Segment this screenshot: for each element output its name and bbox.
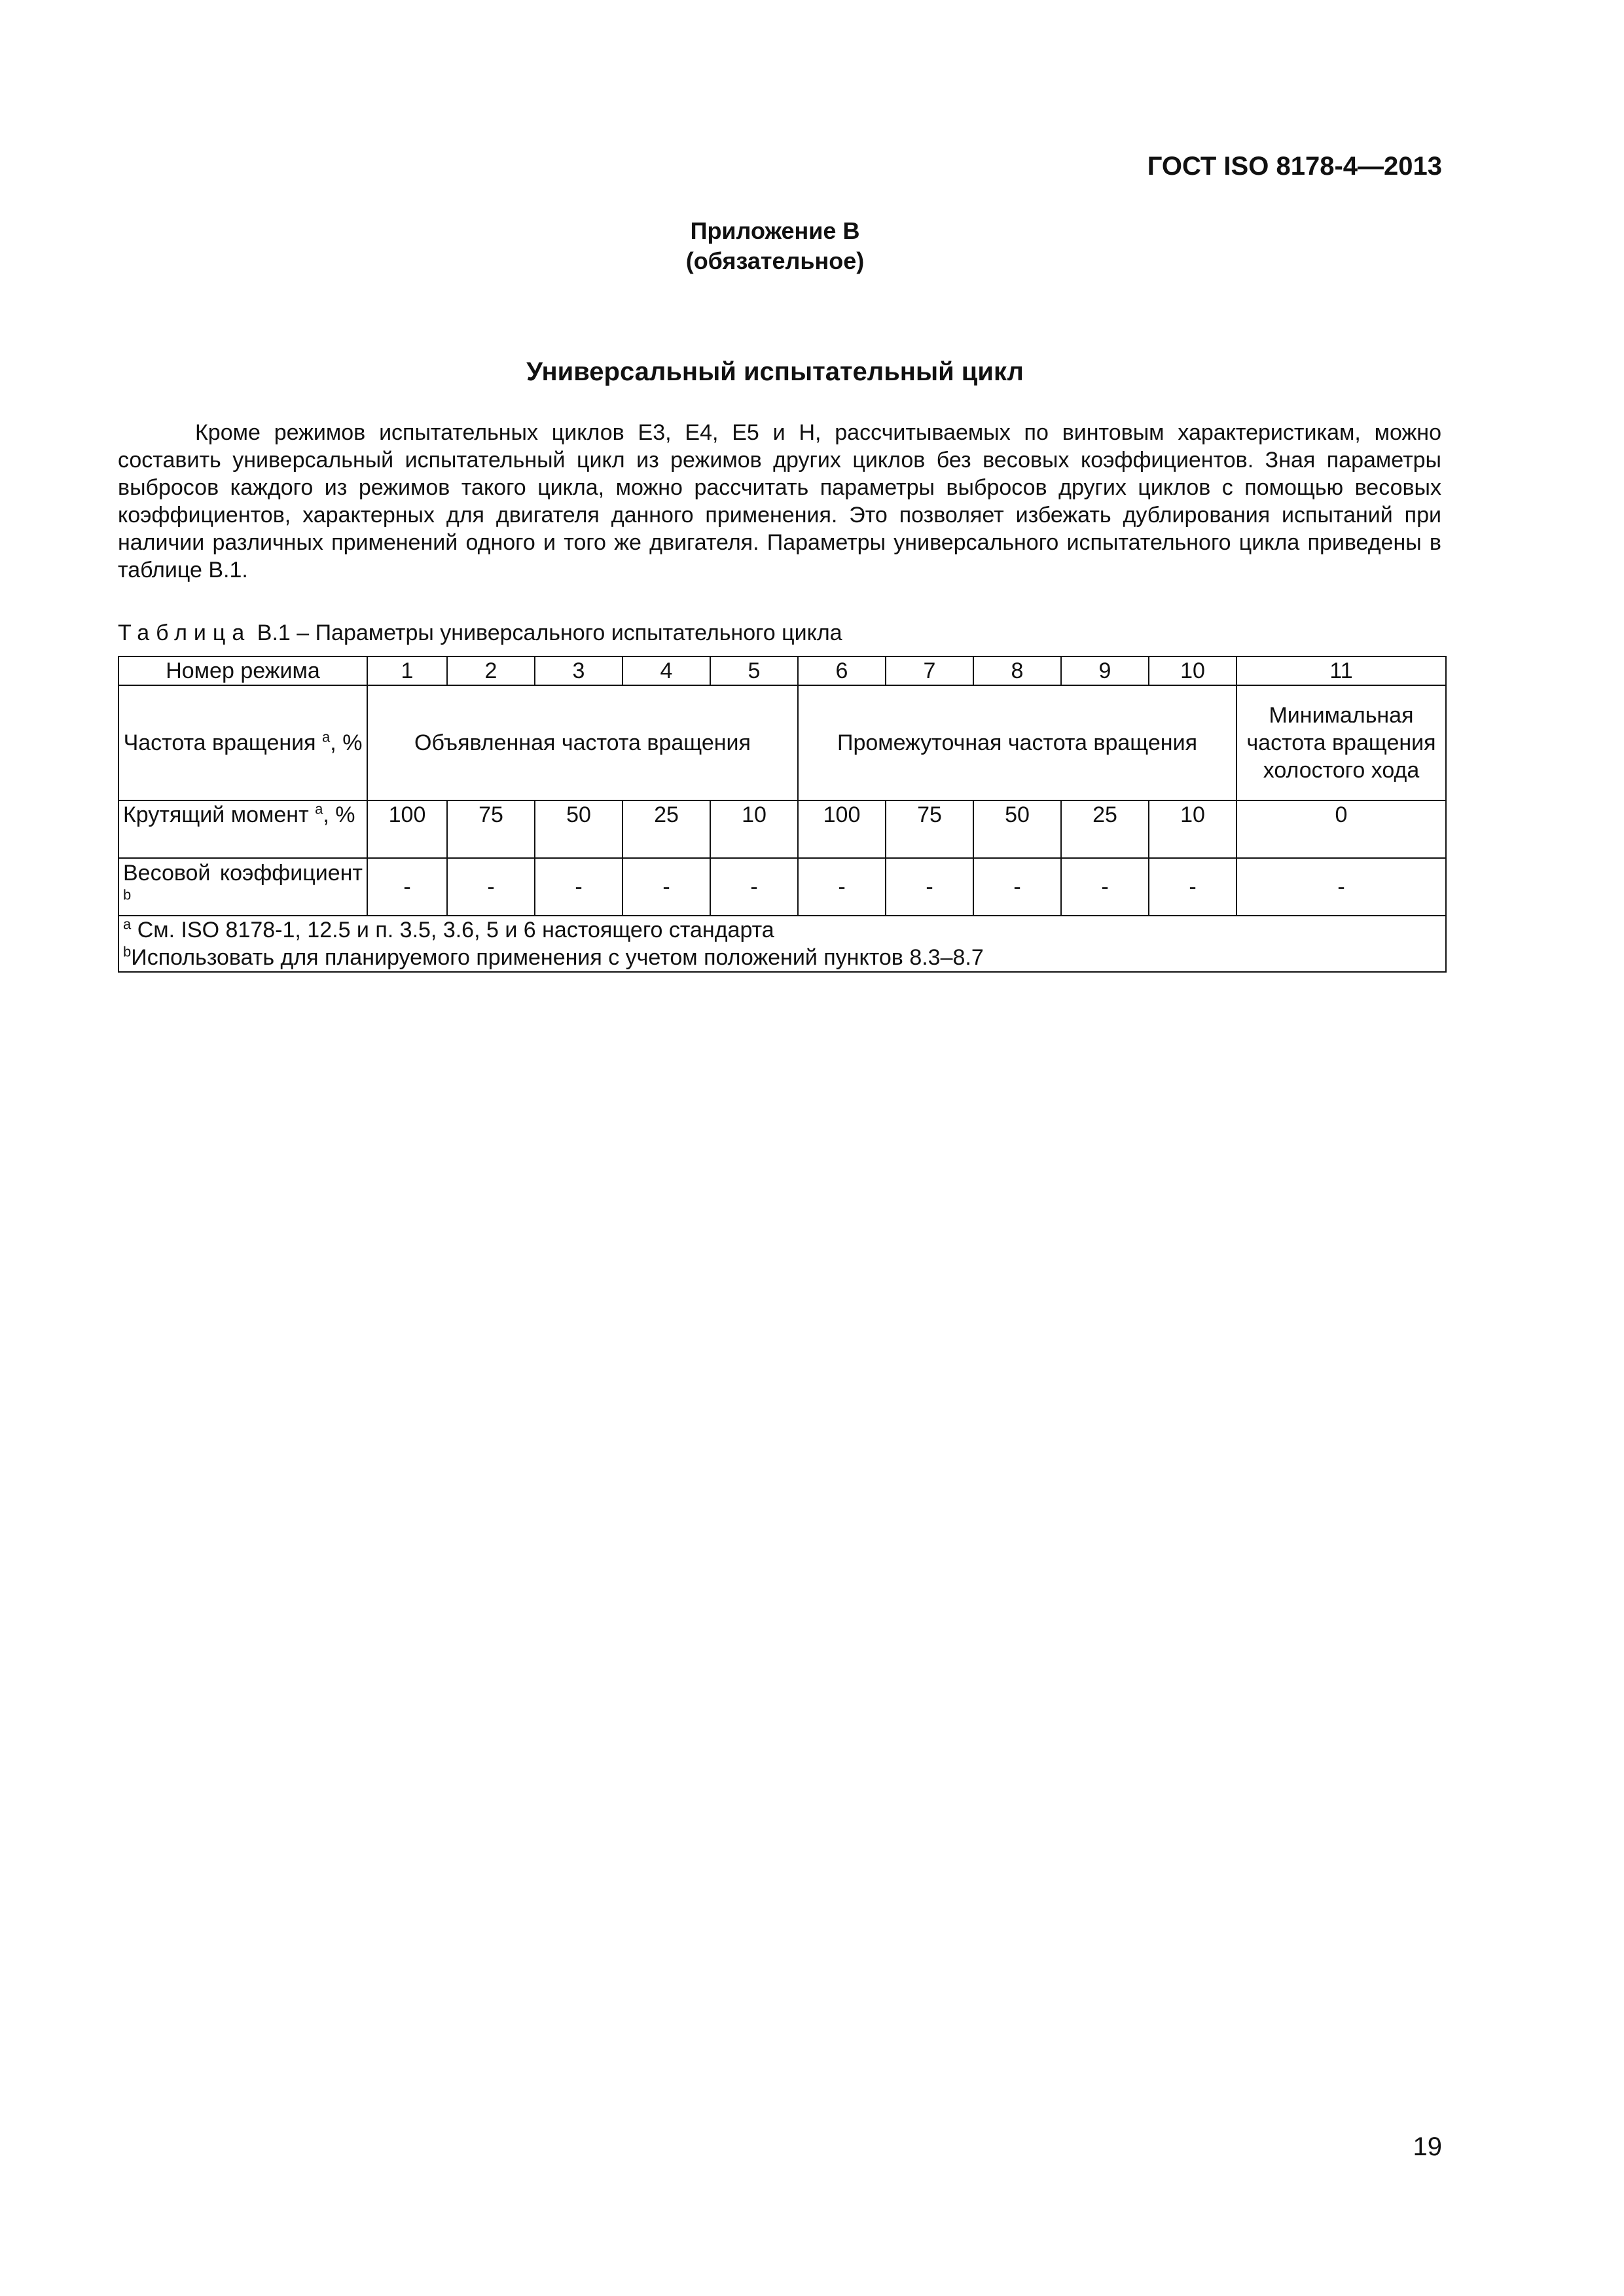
notes-row xyxy=(118,916,1446,972)
body-paragraph: Кроме режимов испытательных циклов Е3, Е4, Е5 и Н, рассчитываемых по винтовым характеристикам, можно составить универсальный испытательный цикл из режимов других циклов без весовых коэффициентов. Зная параметры выбросов каждого из режимов такого цикла, можно рассчитать параметры выбросов других циклов с помощью весовых коэффициентов, характерных для двигателя данного применения. Это позволяет избежать дублирования испытаний при наличии различных применений одного и того же двигателя. Параметры универсального испытательного цикла приведены в таблице В.1. xyxy=(118,420,1441,583)
table-caption-label: Таблица xyxy=(118,620,251,645)
mode-number-cell: 3 xyxy=(535,656,623,685)
torque-value-cell: 25 xyxy=(623,800,710,858)
weight-value-cell: - xyxy=(973,858,1061,916)
speed-label-cell xyxy=(118,685,367,800)
mode-number-cell: 9 xyxy=(1061,656,1149,685)
weight-value-cell: - xyxy=(535,858,623,916)
mode-number-cell: 4 xyxy=(623,656,710,685)
footnote-a-mark: a xyxy=(315,800,323,817)
mode-number-cell: 8 xyxy=(973,656,1061,685)
mode-number-cell: 5 xyxy=(710,656,798,685)
torque-value-cell: 75 xyxy=(886,800,973,858)
footnote-a-text: См. ISO 8178-1, 12.5 и п. 3.5, 3.6, 5 и 6 настоящего стандарта xyxy=(137,918,774,942)
standard-id: ГОСТ ISO 8178-4—2013 xyxy=(1147,152,1442,181)
intermediate-speed-cell: Промежуточная частота вращения xyxy=(798,685,1236,800)
torque-value-cell: 100 xyxy=(367,800,447,858)
mode-number-cell: 6 xyxy=(798,656,886,685)
annex-title: Приложение В xyxy=(690,217,860,244)
footnote-b xyxy=(123,944,1441,971)
idle-speed-cell: Минимальная частота вращения холостого хода xyxy=(1236,685,1446,800)
weight-value-cell: - xyxy=(367,858,447,916)
torque-value-cell: 100 xyxy=(798,800,886,858)
weight-label-cell xyxy=(118,858,367,916)
footnote-a-marker: a xyxy=(123,916,132,933)
section-title: Универсальный испытательный цикл xyxy=(526,357,1024,386)
rated-speed-cell: Объявленная частота вращения xyxy=(367,685,798,800)
speed-row xyxy=(118,685,1446,800)
mode-number-cell: 7 xyxy=(886,656,973,685)
weight-value-cell: - xyxy=(1149,858,1236,916)
weight-value-cell: - xyxy=(623,858,710,916)
torque-value-cell: 75 xyxy=(447,800,535,858)
torque-value-cell: 50 xyxy=(535,800,623,858)
footnote-a xyxy=(123,916,1441,944)
torque-value-cell: 0 xyxy=(1236,800,1446,858)
table-header-row xyxy=(118,656,1446,685)
footnote-b-marker: b xyxy=(123,943,132,960)
footnote-a-mark: a xyxy=(322,728,331,745)
mode-header-cell: Номер режима xyxy=(118,656,367,685)
weight-value-cell: - xyxy=(1061,858,1149,916)
weight-value-cell: - xyxy=(447,858,535,916)
mode-number-cell: 11 xyxy=(1236,656,1446,685)
footnote-b-mark: b xyxy=(123,886,132,903)
table-caption xyxy=(118,619,842,647)
weight-value-cell: - xyxy=(1236,858,1446,916)
weight-row xyxy=(118,858,1446,916)
parameters-table xyxy=(118,656,1447,973)
torque-value-cell: 50 xyxy=(973,800,1061,858)
weight-value-cell: - xyxy=(710,858,798,916)
weight-value-cell: - xyxy=(886,858,973,916)
footnote-b-text: Использовать для планируемого применения с учетом положений пунктов 8.3–8.7 xyxy=(131,945,984,970)
torque-row xyxy=(118,800,1446,858)
weight-value-cell: - xyxy=(798,858,886,916)
torque-label-cell xyxy=(118,800,367,858)
torque-label: Крутящий момент xyxy=(123,802,309,827)
torque-value-cell: 10 xyxy=(1149,800,1236,858)
mode-number-cell: 2 xyxy=(447,656,535,685)
speed-unit: , % xyxy=(330,730,363,755)
torque-value-cell: 10 xyxy=(710,800,798,858)
torque-value-cell: 25 xyxy=(1061,800,1149,858)
notes-cell xyxy=(118,916,1446,972)
annex-status: (обязательное) xyxy=(685,247,865,274)
mode-number-cell: 10 xyxy=(1149,656,1236,685)
page-number: 19 xyxy=(1413,2132,1442,2161)
speed-label: Частота вращения xyxy=(123,730,316,755)
weight-label: Весовой коэффициент xyxy=(123,861,363,886)
table-caption-text: В.1 – Параметры универсального испытательного цикла xyxy=(257,620,842,645)
torque-unit: , % xyxy=(323,802,355,827)
mode-number-cell: 1 xyxy=(367,656,447,685)
annex-heading xyxy=(88,216,1462,276)
